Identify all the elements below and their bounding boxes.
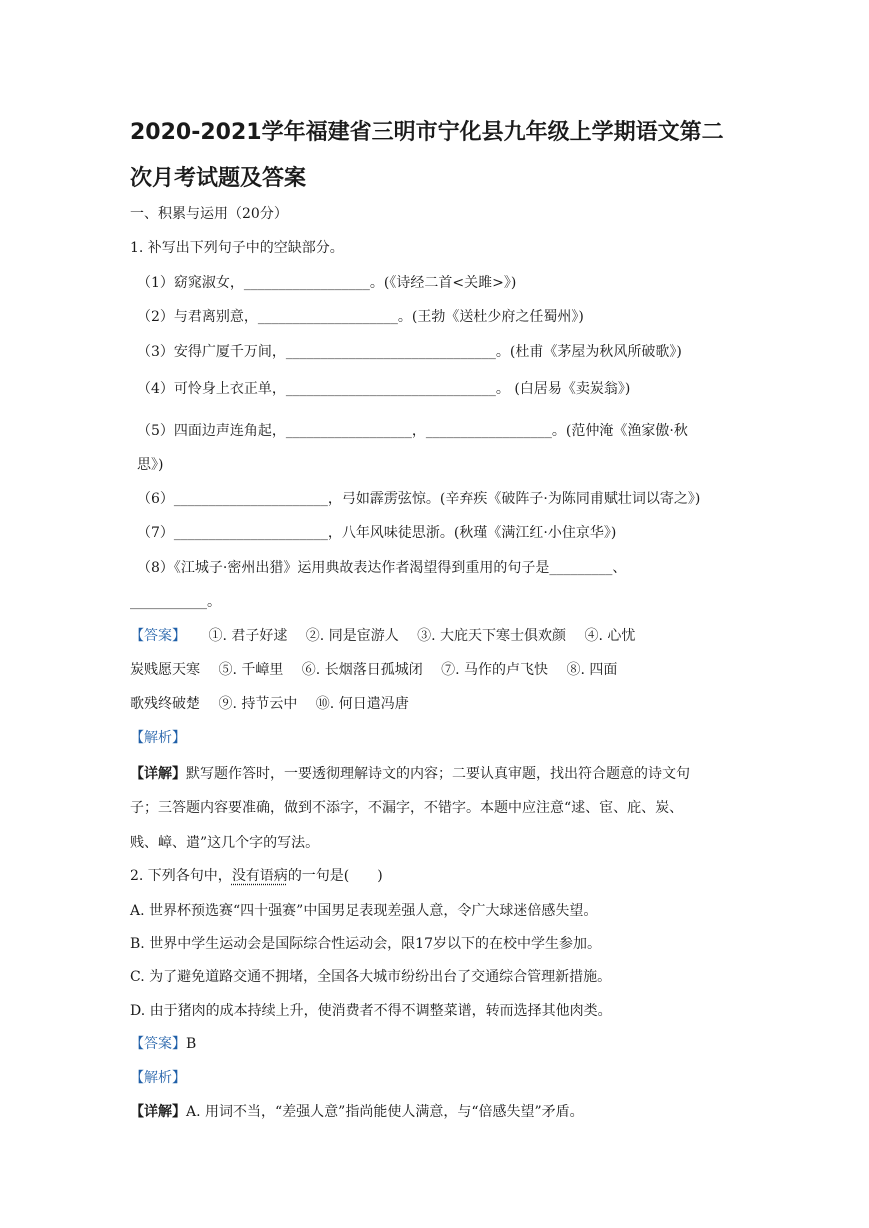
detail-label: 【详解】	[130, 766, 186, 782]
question-2-option: C. 为了避免道路交通不拥堵，全国各大城市纷纷出台了交通综合管理新措施。	[130, 969, 612, 985]
detail-text: 贱、嶂、遣”这几个字的写法。	[130, 835, 320, 851]
question-1-item: （2）与君离别意，____________________。(王勃《送杜少府之任蜀州》)	[137, 309, 584, 325]
answer-label: 【答案】	[130, 1036, 186, 1052]
detail-block-2	[130, 1102, 584, 1122]
question-1-item: （8）《江城子·密州出猎》运用典故表达作者渴望得到重用的句子是_________、	[137, 560, 627, 576]
analysis-label: 【解析】	[130, 1070, 186, 1086]
question-1-item: （4）可怜身上衣正单，______________________________。 (白居易《卖炭翁》)	[137, 381, 631, 397]
question-1-item: ___________。	[130, 594, 221, 610]
question-2-stem-before: 2. 下列各句中，	[130, 868, 232, 884]
analysis-label: 【解析】	[130, 730, 186, 746]
answer-block-1	[130, 626, 635, 646]
question-1-item: （5）四面边声连角起，__________________，__________________。(范仲淹《渔家傲·秋	[137, 423, 688, 439]
question-2-option: B. 世界中学生运动会是国际综合性运动会，限17岁以下的在校中学生参加。	[130, 936, 602, 952]
detail-text: 子；三答题内容要准确，做到不添字，不漏字，不错字。本题中应注意“逑、宦、庇、炭、	[130, 800, 684, 816]
answer-value: B	[186, 1036, 197, 1052]
question-1-item: （7）______________________，八年风味徒思浙。(秋瑾《满江红·小住京华》)	[137, 525, 617, 541]
question-1-stem: 1. 补写出下列句子中的空缺部分。	[130, 240, 344, 256]
question-2-stem	[130, 866, 383, 886]
answer-block-2	[130, 1034, 196, 1054]
answer-text: 歌残终破楚 ⑨. 持节云中 ⑩. 何日遣冯唐	[130, 696, 409, 712]
question-2-stem-emphasis: 没有语病	[231, 868, 288, 884]
document-title	[130, 110, 750, 202]
question-1-item: 思》)	[137, 457, 164, 473]
question-1-item: （3）安得广厦千万间，______________________________。(杜甫《茅屋为秋风所破歌》)	[137, 344, 682, 360]
question-1-item: （6）______________________，弓如霹雳弦惊。(辛弃疾《破阵子·为陈同甫赋壮词以寄之》)	[137, 491, 701, 507]
detail-block-1	[130, 764, 690, 784]
title-line-2: 次月考试题及答案	[130, 166, 307, 191]
question-2-stem-after: 的一句是( )	[287, 868, 383, 884]
detail-text: 默写题作答时，一要透彻理解诗文的内容；二要认真审题，找出符合题意的诗文句	[186, 766, 690, 782]
title-line-1: 2020-2021学年福建省三明市宁化县九年级上学期语文第二	[130, 120, 724, 145]
answer-text: ①. 君子好逑 ②. 同是宦游人 ③. 大庇天下寒士俱欢颜 ④. 心忧	[208, 628, 636, 644]
question-2-option: A. 世界杯预选赛“四十强赛”中国男足表现差强人意，令广大球迷倍感失望。	[130, 903, 598, 919]
answer-label: 【答案】	[130, 628, 186, 644]
detail-label: 【详解】	[130, 1104, 186, 1120]
question-1-item: （1）窈窕淑女，__________________。(《诗经二首<关雎>》)	[137, 275, 517, 291]
detail-text: A. 用词不当，“差强人意”指尚能使人满意，与“倍感失望”矛盾。	[186, 1104, 584, 1120]
question-2-option: D. 由于猪肉的成本持续上升，使消费者不得不调整菜谱，转而选择其他肉类。	[130, 1003, 612, 1019]
answer-text: 炭贱愿天寒 ⑤. 千嶂里 ⑥. 长烟落日孤城闭 ⑦. 马作的卢飞快 ⑧. 四面	[130, 662, 618, 678]
section-heading: 一、积累与运用（20分）	[130, 206, 288, 222]
